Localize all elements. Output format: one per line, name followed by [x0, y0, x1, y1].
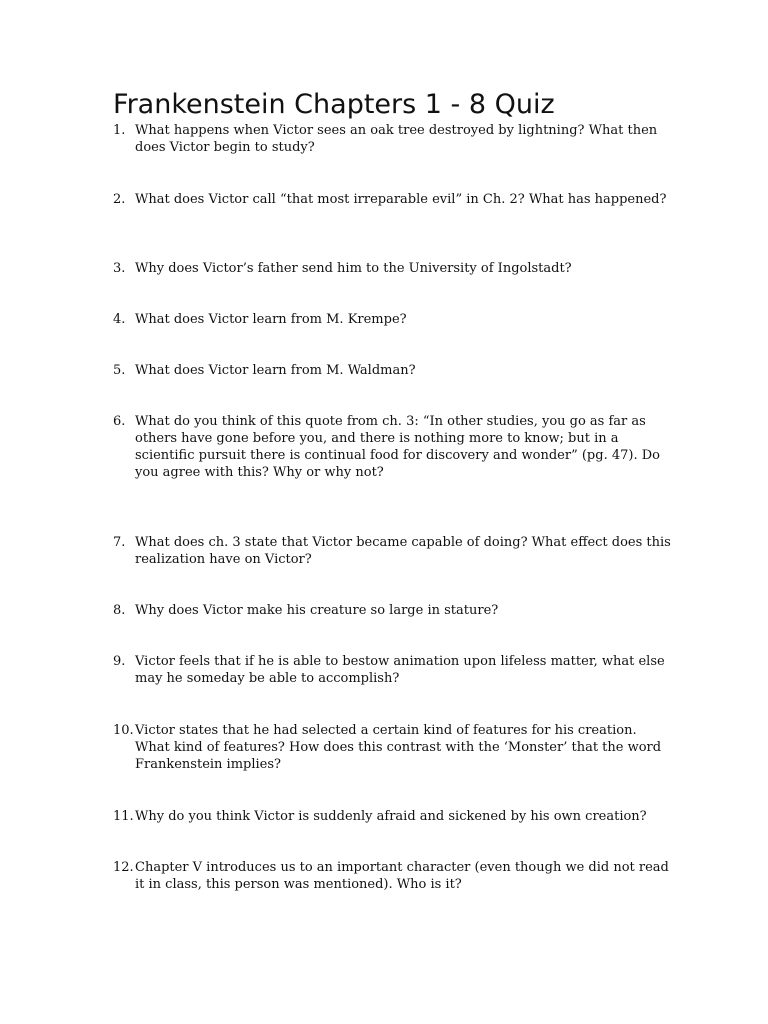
question-text: Victor states that he had selected a certain kind of features for his creation. What kind of features? How does this contrast with the ‘Monster’ that the word Frankenstein implies? — [135, 723, 662, 772]
page-title: Frankenstein Chapters 1 - 8 Quiz — [113, 89, 555, 120]
question-text: What happens when Victor sees an oak tree destroyed by lightning? What then does Victor begin to study? — [135, 123, 658, 155]
question-item — [113, 191, 673, 208]
question-text: What does Victor learn from M. Krempe? — [135, 312, 407, 327]
question-item — [113, 362, 673, 379]
question-text: Why does Victor’s father send him to the University of Ingolstadt? — [135, 261, 572, 276]
question-item — [113, 413, 673, 481]
question-number: 4. — [113, 312, 126, 327]
question-text: Victor feels that if he is able to bestow animation upon lifeless matter, what else may he someday be able to accomplish? — [135, 654, 665, 686]
question-number: 5. — [113, 363, 126, 378]
question-item — [113, 653, 673, 687]
question-item — [113, 260, 673, 277]
question-text: What does ch. 3 state that Victor became capable of doing? What effect does this realization have on Victor? — [135, 535, 671, 567]
question-number: 8. — [113, 603, 126, 618]
question-number: 2. — [113, 192, 126, 207]
question-item — [113, 534, 673, 568]
question-item — [113, 602, 673, 619]
question-item — [113, 808, 673, 825]
question-number: 6. — [113, 414, 126, 429]
question-text: What does Victor learn from M. Waldman? — [135, 363, 416, 378]
question-text: Chapter V introduces us to an important character (even though we did not read it in class, this person was mentioned). Who is it? — [135, 860, 669, 892]
question-text: What does Victor call “that most irreparable evil” in Ch. 2? What has happened? — [135, 192, 667, 207]
question-number: 10. — [113, 723, 134, 738]
question-text: Why do you think Victor is suddenly afraid and sickened by his own creation? — [135, 809, 647, 824]
question-text: Why does Victor make his creature so large in stature? — [135, 603, 499, 618]
question-number: 9. — [113, 654, 126, 669]
question-number: 11. — [113, 809, 134, 824]
question-item — [113, 122, 673, 156]
question-item — [113, 859, 673, 893]
question-number: 7. — [113, 535, 126, 550]
question-item — [113, 311, 673, 328]
question-text: What do you think of this quote from ch. 3: “In other studies, you go as far as others have gone before you, and there is nothing more to know; but in a scientific pursuit there is continual food for discovery and wonder” (pg. 47). Do you agree with this? Why or why not? — [135, 414, 660, 480]
question-item — [113, 722, 673, 773]
question-number: 3. — [113, 261, 126, 276]
question-number: 12. — [113, 860, 134, 875]
question-number: 1. — [113, 123, 126, 138]
